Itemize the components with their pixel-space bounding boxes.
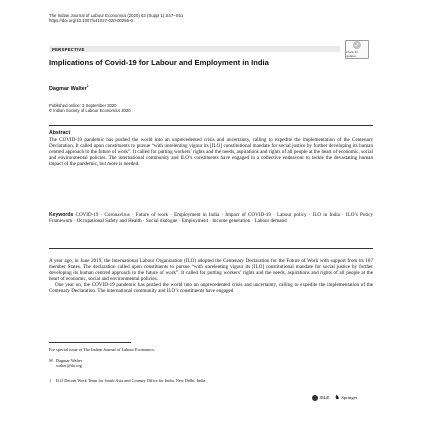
affiliation-footnote xyxy=(49,378,206,383)
abstract-text: The COVID-19 pandemic has pushed the world into an unprecedented crisis and uncertainty, calling to expedite the implementation of the Centenary Declaration. It called upon constituents to pursue “with unrelenting vigour its [ILO] constitutional mandate for social justice by further developing its human centred approach to the future of work”. It called for putting workers’ rights and the needs, aspirations and rights of all people at the heart of economic, social and environmental policies. The international community and ILO’s constituents have engaged in a collective endeavour to tackle the devastating human impact of the pandemic, but more is needed. xyxy=(49,137,373,168)
affiliation-mark: 1 xyxy=(49,378,52,383)
body-paragraph: One year on, the COVID-19 pandemic has pushed the world into an unprecedented crisis and uncertainty, calling to expedite the implementation of the Centenary Declaration. The international community and ILO’s constituents have engaged xyxy=(49,282,373,295)
isle-label: ISLE xyxy=(319,395,330,400)
contact-name: Dagmar Walter xyxy=(56,358,83,363)
isle-logo xyxy=(312,395,329,401)
springer-label: Springer xyxy=(341,395,358,400)
isle-emblem-icon xyxy=(312,395,318,401)
author-name[interactable]: Dagmar Walter xyxy=(49,85,87,92)
springer-horse-icon: ♞ xyxy=(334,395,340,401)
affiliation-text: ILO Decent Work Team for South Asia and Country Office for India, New Delhi, India xyxy=(56,378,206,383)
journal-header xyxy=(49,13,349,24)
crossmark-label: Check for updates xyxy=(346,50,358,58)
contact-footnote xyxy=(49,358,83,369)
footnote-rule xyxy=(49,342,131,343)
keywords-heading: Keywords xyxy=(49,212,74,218)
abstract-top-rule xyxy=(49,125,373,126)
publisher-logos xyxy=(312,394,357,401)
crossmark-icon: ✓ xyxy=(354,42,360,49)
check-for-updates-badge[interactable] xyxy=(345,40,369,59)
journal-citation: The Indian Journal of Labour Economics (2020) 63 (Suppl 1):S47–S51 xyxy=(49,13,184,18)
springer-logo xyxy=(334,394,357,401)
abstract-heading: Abstract xyxy=(49,130,71,136)
article-title: Implications of Covid-19 for Labour and Employment in India xyxy=(49,58,269,67)
doi-link[interactable]: https://doi.org/10.1007/s41027-020-00255-0 xyxy=(49,18,133,24)
keywords xyxy=(49,212,373,224)
envelope-icon: ✉ xyxy=(49,358,53,363)
body-text xyxy=(49,258,373,295)
abstract-bottom-rule xyxy=(49,248,373,249)
publication-meta xyxy=(49,103,131,114)
author-affil-mark: 1 xyxy=(86,84,89,88)
contact-email[interactable]: walter@ilo.org xyxy=(56,363,82,369)
author[interactable] xyxy=(49,84,89,92)
body-paragraph: A year ago, in June 2019, the International Labour Organization (ILO) adopted the Centenary Declaration for the Future of Work with support from its 187 member States. The declaration called upon constituents to pursue “with unrelenting vigour its [ILO] constitutional mandate for social justice by further developing its human centred approach to the future of work”. It called for putting workers’ rights and the needs, aspirations and rights of all people at the heart of economic, social and environmental policies. xyxy=(49,258,373,283)
section-bar xyxy=(49,46,340,52)
keywords-text: COVID-19 · Coronavirus · Future of work · Employment in India · Impact of COVID-19 · Labour policy · ILO in India · ILO’s Policy Framework · Occupational Safety and Health · Social dialogue · Employment · Income generation · Labour demand xyxy=(49,212,373,225)
footnote-special-issue: For special issue of The Indian Journal of Labour Economics. xyxy=(49,347,156,352)
published-date: Published online: 3 September 2020 xyxy=(49,103,117,108)
section-label: PERSPECTIVE xyxy=(52,46,85,52)
copyright: © Indian Society of Labour Economics 2020 xyxy=(49,108,131,114)
